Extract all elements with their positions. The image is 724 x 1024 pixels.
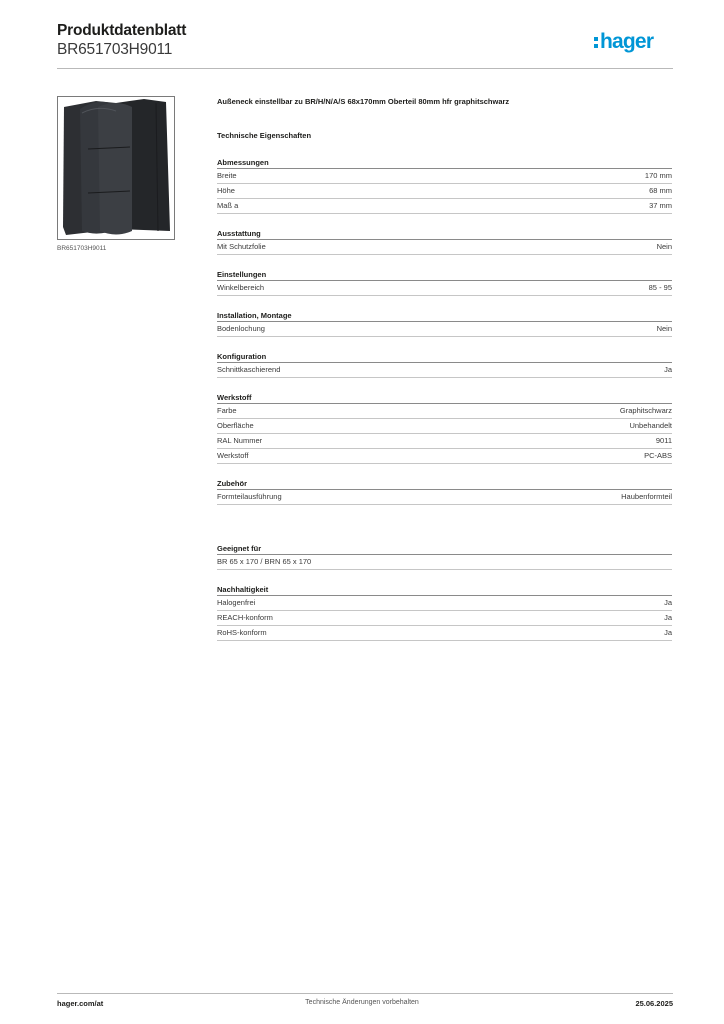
property-label: Oberfläche <box>217 421 254 430</box>
property-value: Nein <box>656 324 672 333</box>
section-title: Abmessungen <box>217 157 672 169</box>
property-row <box>217 240 672 255</box>
image-caption: BR651703H9011 <box>57 245 107 252</box>
property-label: Höhe <box>217 186 235 195</box>
property-label: Werkstoff <box>217 451 249 460</box>
product-details <box>217 96 672 641</box>
article-number: BR651703H9011 <box>57 41 173 58</box>
property-label: Mit Schutzfolie <box>217 242 266 251</box>
property-label: Winkelbereich <box>217 283 265 292</box>
property-label: Breite <box>217 171 237 180</box>
section-title: Nachhaltigkeit <box>217 584 672 596</box>
property-label: RoHS-konform <box>217 628 267 637</box>
property-row <box>217 555 672 570</box>
property-label: Schnittkaschierend <box>217 365 281 374</box>
section-title: Einstellungen <box>217 269 672 281</box>
section-title: Ausstattung <box>217 228 672 240</box>
property-label: Farbe <box>217 406 237 415</box>
footer-website: hager.com/at <box>57 999 104 1008</box>
property-label: Bodenlochung <box>217 324 265 333</box>
property-label: REACH-konform <box>217 613 273 622</box>
property-label: Formteilausführung <box>217 492 282 501</box>
section-abmessungen <box>217 157 672 214</box>
section-zubehoer <box>217 478 672 505</box>
property-value: Graphitschwarz <box>619 406 672 415</box>
property-value: Haubenformteil <box>621 492 672 501</box>
document-title: Produktdatenblatt <box>57 22 187 39</box>
property-row <box>217 611 672 626</box>
section-konfiguration <box>217 351 672 378</box>
property-value: Ja <box>664 613 672 622</box>
property-value: 9011 <box>655 436 672 445</box>
property-row <box>217 322 672 337</box>
property-row <box>217 199 672 214</box>
property-row <box>217 419 672 434</box>
property-value: 85 - 95 <box>648 283 672 292</box>
property-value: Ja <box>664 598 672 607</box>
logo-text: hager <box>600 30 654 53</box>
section-title: Geeignet für <box>217 543 672 555</box>
property-value: 170 mm <box>644 171 672 180</box>
header-divider <box>57 68 673 69</box>
property-label: BR 65 x 170 / BRN 65 x 170 <box>217 557 312 566</box>
property-row <box>217 404 672 419</box>
property-row <box>217 490 672 505</box>
property-row <box>217 596 672 611</box>
property-value: Ja <box>664 628 672 637</box>
property-value: 68 mm <box>649 186 672 195</box>
section-nachhaltigkeit <box>217 584 672 641</box>
property-label: Maß a <box>217 201 239 210</box>
product-title: Außeneck einstellbar zu BR/H/N/A/S 68x170mm Oberteil 80mm hfr graphitschwarz <box>217 97 510 106</box>
property-row <box>217 281 672 296</box>
property-value: Unbehandelt <box>629 421 672 430</box>
property-row <box>217 184 672 199</box>
section-title: Zubehör <box>217 478 672 490</box>
section-ausstattung <box>217 228 672 255</box>
property-row <box>217 363 672 378</box>
property-label: RAL Nummer <box>217 436 263 445</box>
property-row <box>217 434 672 449</box>
footer-divider <box>57 993 673 994</box>
section-geeignet-fuer <box>217 543 672 570</box>
section-werkstoff <box>217 392 672 464</box>
property-row <box>217 626 672 641</box>
hager-logo <box>593 28 673 58</box>
section-einstellungen <box>217 269 672 296</box>
section-title: Installation, Montage <box>217 310 672 322</box>
section-installation-montage <box>217 310 672 337</box>
property-value: Ja <box>664 365 672 374</box>
footer-notice: Technische Änderungen vorbehalten <box>305 999 419 1006</box>
document-header <box>57 22 186 59</box>
property-row <box>217 169 672 184</box>
section-title: Werkstoff <box>217 392 672 404</box>
section-title: Konfiguration <box>217 351 672 363</box>
property-value: Nein <box>656 242 672 251</box>
property-value: PC-ABS <box>644 451 672 460</box>
product-image <box>57 96 175 240</box>
property-label: Halogenfrei <box>217 598 256 607</box>
property-value: 37 mm <box>649 201 672 210</box>
property-row <box>217 449 672 464</box>
footer-date: 25.06.2025 <box>635 999 673 1008</box>
technical-properties-heading: Technische Eigenschaften <box>217 131 312 140</box>
